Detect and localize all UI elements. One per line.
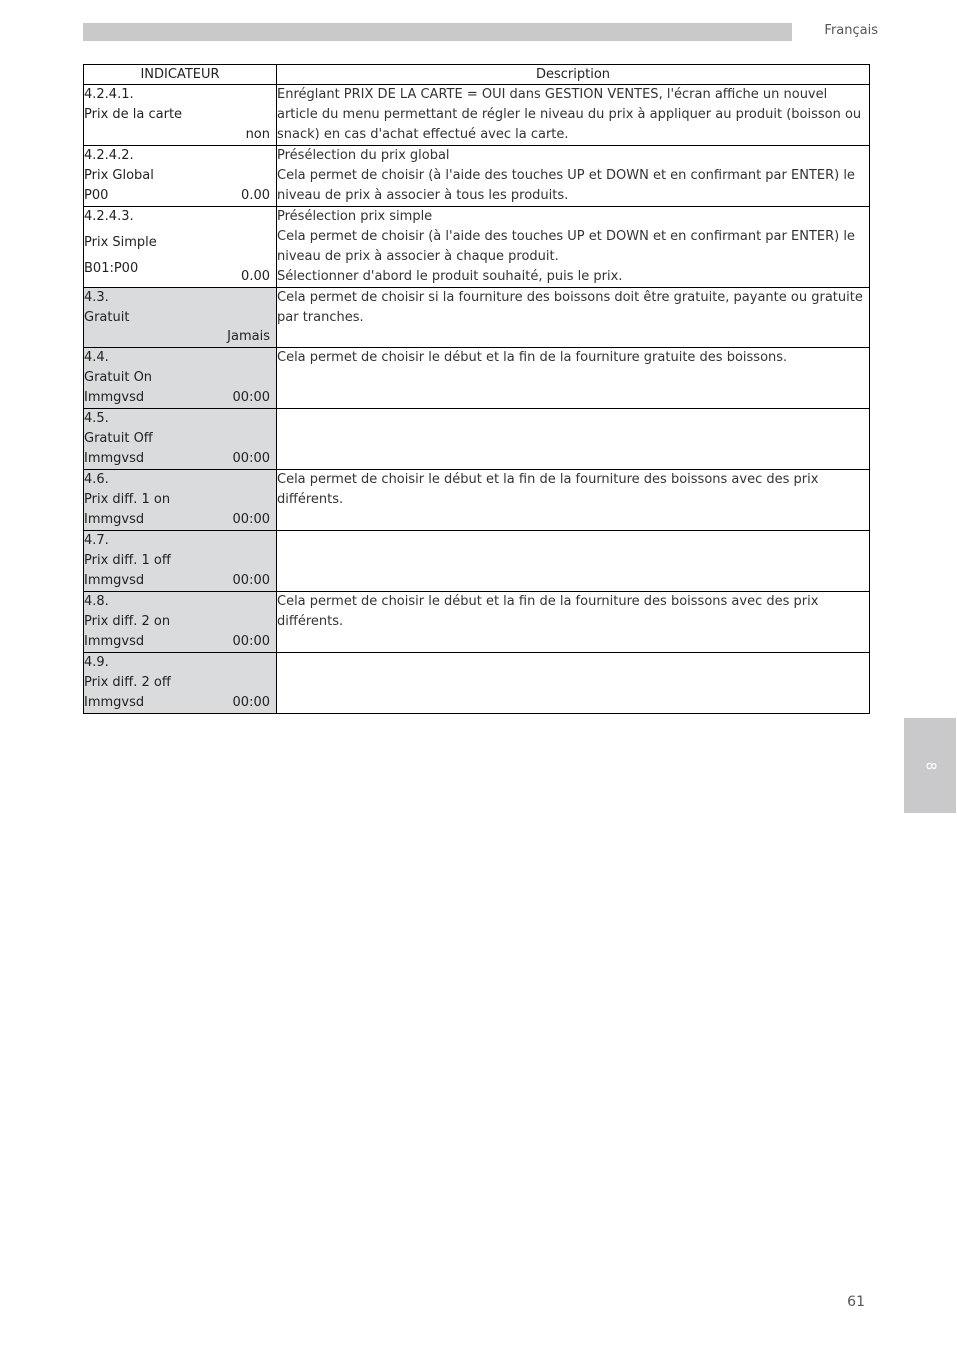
description-cell: [277, 207, 870, 288]
indicator-code: 4.9.: [84, 655, 109, 670]
chapter-tab: [904, 718, 956, 813]
indicator-code: 4.5.: [84, 411, 109, 426]
indicator-parameter: Immgvsd: [84, 573, 145, 588]
indicator-code: 4.4.: [84, 350, 109, 365]
indicator-label: Prix diff. 2 on: [84, 614, 171, 629]
page-number: 61: [847, 1294, 865, 1310]
indicator-cell: [84, 653, 277, 714]
description-text: Sélectionner d'abord le produit souhaité, puis le prix.: [277, 269, 623, 284]
indicator-code: 4.7.: [84, 533, 109, 548]
chapter-tab-label: 8: [922, 761, 938, 770]
description-cell: [277, 409, 870, 470]
description-cell: [277, 592, 870, 653]
description-cell: [277, 288, 870, 348]
language-label: Français: [824, 23, 878, 38]
table-row: [84, 531, 870, 592]
indicator-code: 4.2.4.2.: [84, 148, 134, 163]
indicator-value: 0.00: [241, 269, 270, 284]
indicator-parameter: Immgvsd: [84, 512, 145, 527]
indicator-value: 00:00: [232, 634, 270, 649]
indicator-cell: [84, 85, 277, 146]
indicator-label: Prix Simple: [84, 235, 157, 250]
indicator-parameter: P00: [84, 188, 109, 203]
indicator-parameter: Immgvsd: [84, 634, 145, 649]
indicator-label: Prix de la carte: [84, 107, 183, 122]
indicator-value: non: [245, 127, 270, 142]
indicator-code: 4.3.: [84, 290, 109, 305]
table-row: [84, 470, 870, 531]
description-cell: [277, 348, 870, 409]
indicator-label: Prix diff. 2 off: [84, 675, 171, 690]
description-text: Cela permet de choisir le début et la fin de la fourniture des boissons avec des prix différents.: [277, 594, 819, 629]
table-row: [84, 146, 870, 207]
description-text: Présélection du prix global: [277, 148, 450, 163]
description-cell: [277, 470, 870, 531]
description-text: Enréglant PRIX DE LA CARTE = OUI dans GESTION VENTES, l'écran affiche un nouvel article du menu permettant de régler le niveau du prix à appliquer au produit (boisson ou snack) en cas d'achat effectué avec la carte.: [277, 87, 862, 142]
indicator-cell: [84, 207, 277, 288]
indicator-cell: [84, 592, 277, 653]
indicator-cell: [84, 288, 277, 348]
header-description: Description: [277, 65, 870, 85]
indicator-label: Gratuit Off: [84, 431, 153, 446]
table-row: [84, 207, 870, 288]
description-cell: [277, 85, 870, 146]
table-row: [84, 288, 870, 348]
indicator-code: 4.2.4.3.: [84, 209, 134, 224]
header-indicator: INDICATEUR: [84, 65, 277, 85]
indicator-value: 00:00: [232, 573, 270, 588]
indicator-label: Gratuit: [84, 310, 130, 325]
description-text: Présélection prix simple: [277, 209, 433, 224]
table-row: [84, 348, 870, 409]
indicator-cell: [84, 409, 277, 470]
indicator-table: [83, 64, 870, 714]
description-text: Cela permet de choisir le début et la fin de la fourniture des boissons avec des prix différents.: [277, 472, 819, 507]
indicator-parameter: B01:P00: [84, 261, 139, 276]
description-text: Cela permet de choisir si la fourniture des boissons doit être gratuite, payante ou gratuite par tranches.: [277, 290, 863, 325]
indicator-label: Prix diff. 1 on: [84, 492, 171, 507]
indicator-parameter: Immgvsd: [84, 451, 145, 466]
indicator-label: Prix Global: [84, 168, 154, 183]
indicator-parameter: Immgvsd: [84, 390, 145, 405]
indicator-cell: [84, 470, 277, 531]
indicator-cell: [84, 146, 277, 207]
description-cell: [277, 146, 870, 207]
header-bar: [83, 23, 792, 41]
description-text: Cela permet de choisir (à l'aide des touches UP et DOWN et en confirmant par ENTER) le niveau de prix à associer à chaque produit.: [277, 229, 855, 264]
indicator-parameter: Immgvsd: [84, 695, 145, 710]
indicator-cell: [84, 531, 277, 592]
indicator-value: Jamais: [227, 329, 270, 344]
indicator-value: 00:00: [232, 451, 270, 466]
table-row: [84, 653, 870, 714]
indicator-value: 00:00: [232, 390, 270, 405]
indicator-label: Prix diff. 1 off: [84, 553, 171, 568]
table-row: [84, 592, 870, 653]
table-row: [84, 409, 870, 470]
indicator-label: Gratuit On: [84, 370, 153, 385]
indicator-cell: [84, 348, 277, 409]
indicator-value: 0.00: [241, 188, 270, 203]
indicator-code: 4.2.4.1.: [84, 87, 134, 102]
indicator-code: 4.8.: [84, 594, 109, 609]
description-cell: [277, 531, 870, 592]
description-cell: [277, 653, 870, 714]
indicator-value: 00:00: [232, 512, 270, 527]
indicator-code: 4.6.: [84, 472, 109, 487]
description-text: Cela permet de choisir le début et la fin de la fourniture gratuite des boissons.: [277, 350, 788, 365]
table-row: [84, 85, 870, 146]
indicator-value: 00:00: [232, 695, 270, 710]
description-text: Cela permet de choisir (à l'aide des touches UP et DOWN et en confirmant par ENTER) le niveau de prix à associer à tous les produits.: [277, 168, 855, 203]
